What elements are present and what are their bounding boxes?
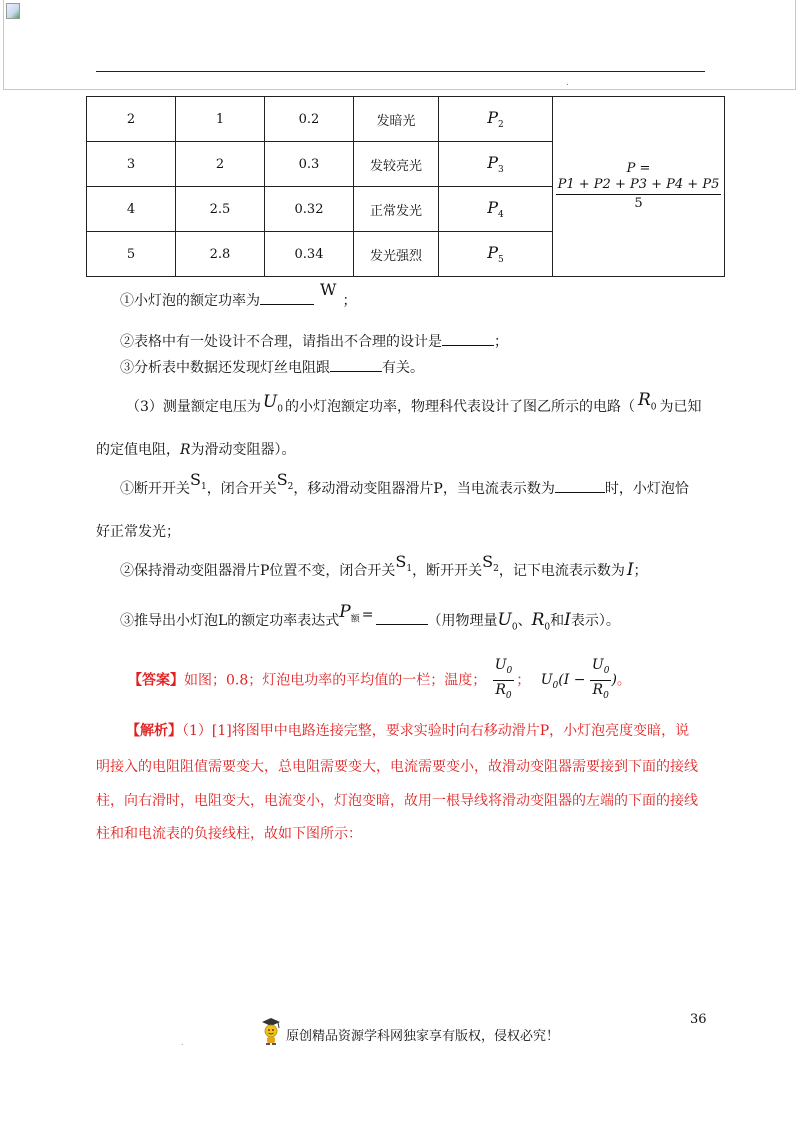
cell-current: 0.34 xyxy=(265,232,354,277)
table-row xyxy=(87,97,725,142)
page-header-frame xyxy=(3,0,796,90)
answer-line: 【答案】如图；0.8；灯泡电功率的平均值的一栏；温度； $\frac{U_0}{R_0}$ ； $U_0(I$ − $\frac{U_0}{R_0}$ )。 xyxy=(128,656,631,705)
step-1: ①断开开关$S_1$，闭合开关$S_2$，移动滑动变阻器滑片P，当电流表示数为 时，小灯泡恰 xyxy=(120,470,689,497)
step-1-cont: 好正常发光； xyxy=(96,524,180,540)
step-3: ③推导出小灯泡L的额定功率表达式$P_额$ = （用物理量$U_0$、$R_0$和I表示）。 xyxy=(120,602,620,633)
part3-intro-cont: 的定值电阻，R为滑动变阻器）。 xyxy=(96,442,296,458)
header-dot: . xyxy=(566,78,569,88)
cell-power: $P_5$ xyxy=(439,232,553,277)
measurement-table xyxy=(86,96,725,277)
cell-voltage: 2.8 xyxy=(176,232,265,277)
cell-power: $P_2$ xyxy=(439,97,553,142)
page-number: 36 xyxy=(690,1012,707,1027)
cell-brightness: 正常发光 xyxy=(354,187,439,232)
cell-brightness: 发暗光 xyxy=(354,97,439,142)
average-power-formula: P = $\frac{P1 + P2 + P3 + P4 + P5}{5}$ xyxy=(553,97,725,277)
cell-current: 0.3 xyxy=(265,142,354,187)
cell-index: 2 xyxy=(87,97,176,142)
mascot-logo-icon xyxy=(260,1016,282,1046)
analysis-line-3: 柱，向右滑时，电阻变大，电流变小，灯泡变暗，故用一根导线将滑动变阻器的左端的下面的接线 xyxy=(96,793,698,809)
part3-intro: （3）测量额定电压为 $U_0$ 的小灯泡额定功率，物理科代表设计了图乙所示的电路（ $R_0$ 为已知 xyxy=(126,390,702,415)
question-rated-power: ①小灯泡的额定功率为W； xyxy=(120,280,357,309)
cell-index: 5 xyxy=(87,232,176,277)
cell-brightness: 发光强烈 xyxy=(354,232,439,277)
formula-numerator: P1 + P2 + P3 + P4 + P5 xyxy=(556,176,722,195)
step-2: ②保持滑动变阻器滑片P位置不变，闭合开关$S_1$，断开开关$S_2$，记下电流表示数为 I； xyxy=(120,552,648,580)
analysis-line-2: 明接入的电阻阻值需要变大，总电阻需要变大，电流需要变小，故滑动变阻器需要接到下面的接线 xyxy=(96,759,698,775)
question-resistance: ③分析表中数据还发现灯丝电阻跟 有关。 xyxy=(120,360,424,376)
cell-power: $P_3$ xyxy=(439,142,553,187)
broken-image-icon xyxy=(6,3,20,19)
question-design-flaw: ②表格中有一处设计不合理，请指出不合理的设计是 ； xyxy=(120,334,508,350)
answer-current-fraction: $\frac{U_0}{R_0}$ xyxy=(494,657,513,701)
answer-power-expression: $U_0(I$ − $\frac{U_0}{R_0}$ ) xyxy=(540,657,617,701)
cell-index: 3 xyxy=(87,142,176,187)
cell-voltage: 2.5 xyxy=(176,187,265,232)
footer-dot: . xyxy=(181,1038,184,1047)
cell-current: 0.32 xyxy=(265,187,354,232)
cell-power: $P_4$ xyxy=(439,187,553,232)
cell-current: 0.2 xyxy=(265,97,354,142)
copyright-notice: 原创精品资源学科网独家享有版权，侵权必究！ xyxy=(286,1029,560,1044)
analysis-line-4: 柱和和电流表的负接线柱，故如下图所示： xyxy=(96,826,362,842)
analysis-line-1: 【解析】（1）[1]将图甲中电路连接完整，要求实验时向右移动滑片P，小灯泡亮度变暗，说 xyxy=(126,723,690,739)
cell-index: 4 xyxy=(87,187,176,232)
cell-voltage: 1 xyxy=(176,97,265,142)
header-rule xyxy=(96,71,705,72)
cell-brightness: 发较亮光 xyxy=(354,142,439,187)
cell-voltage: 2 xyxy=(176,142,265,187)
formula-denominator: 5 xyxy=(634,195,643,211)
